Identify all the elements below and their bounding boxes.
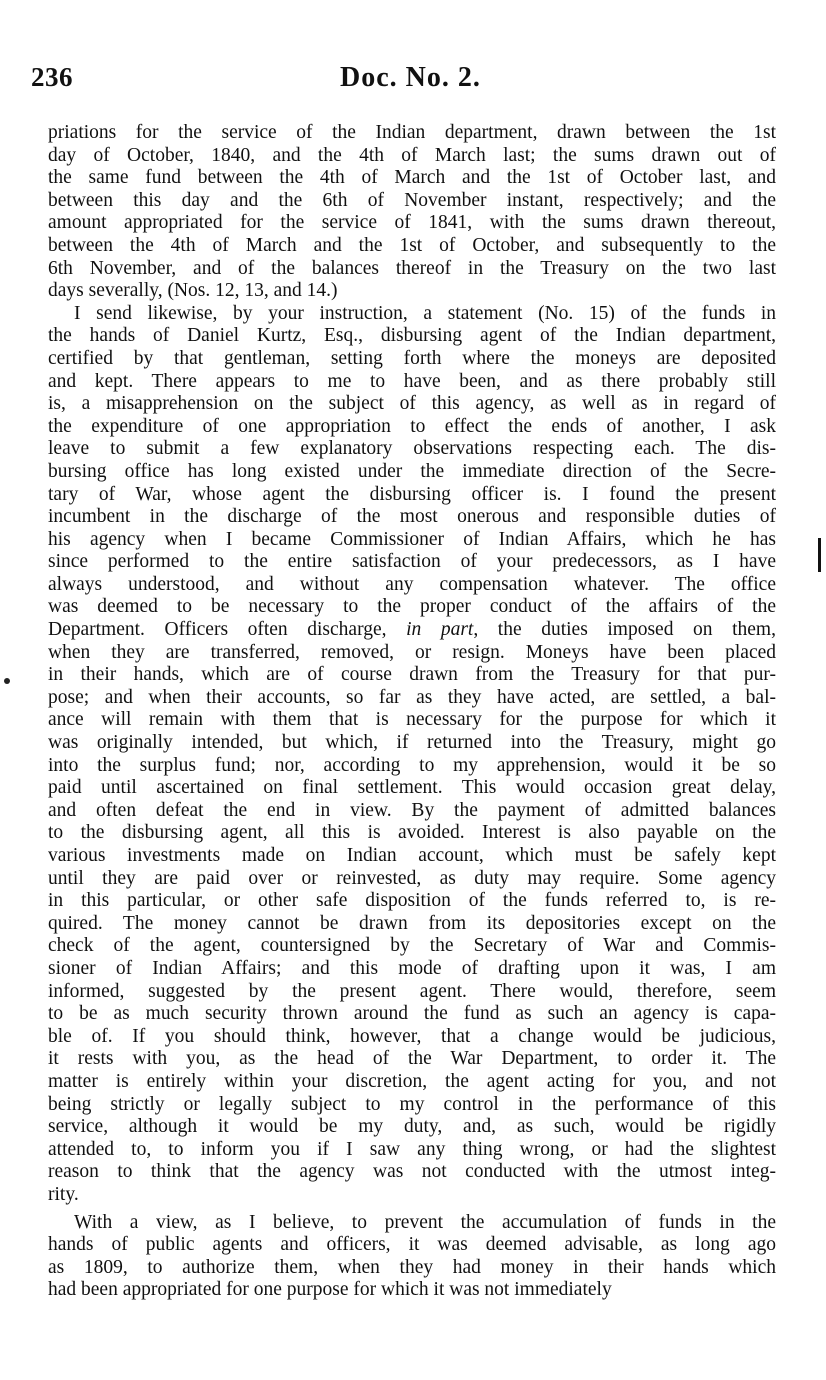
text-line: when they are transferred, removed, or resign. Moneys have been placed [48,641,776,663]
text-line: various investments made on Indian account, which must be safely kept [48,845,776,866]
paragraph [48,1212,776,1302]
text-line: the expenditure of one appropriation to effect the ends of another, I ask [48,415,776,437]
text-line: is, a misapprehension on the subject of this agency, as well as in regard of [48,393,776,415]
text-line: the hands of Daniel Kurtz, Esq., disbursing agent of the Indian department, [48,325,776,347]
text-line: amount appropriated for the service of 1841, with the sums drawn thereout, [48,212,776,234]
emphasis: in part [406,619,474,641]
text-line: Department. Officers often discharge, in part, the duties imposed on them, [48,619,776,641]
text-line: sioner of Indian Affairs; and this mode of drafting upon it was, I am [48,957,776,979]
text-line: hands of public agents and officers, it was deemed advisable, as long ago [48,1234,776,1256]
text-line: check of the agent, countersigned by the Secretary of War and Commis- [48,935,776,957]
text-line: and often defeat the end in view. By the payment of admitted balances [48,799,776,821]
text-line: the same fund between the 4th of March and the 1st of October last, and [48,167,776,189]
text-line: until they are paid over or reinvested, as duty may require. Some agency [48,867,776,889]
text-line: ance will remain with them that is necessary for the purpose for which it [48,709,776,731]
text-line: as 1809, to authorize them, when they had money in their hands which [48,1256,776,1278]
text-line: to the disbursing agent, all this is avoided. Interest is also payable on the [48,822,776,844]
text-line: certified by that gentleman, setting forth where the moneys are deposited [48,347,776,369]
text-line: always understood, and without any compensation whatever. The office [48,573,776,595]
text-line: was originally intended, but which, if returned into the Treasury, might go [48,732,776,754]
text-line: tary of War, whose agent the disbursing officer is. I found the present [48,483,776,505]
text-line: his agency when I became Commissioner of Indian Affairs, which he has [48,528,776,550]
text-line: rity. [48,1183,79,1205]
text-line: in their hands, which are of course drawn from the Treasury for that pur- [48,664,776,686]
body-text [48,122,776,1302]
text-line: ble of. If you should think, however, that a change would be judicious, [48,1025,776,1047]
text-line: priations for the service of the Indian department, drawn between the 1st [48,122,776,143]
text-line: in this particular, or other safe disposition of the funds referred to, is re- [48,890,776,912]
margin-mark [4,678,10,684]
text-line: reason to think that the agency was not conducted with the utmost integ- [48,1161,776,1183]
text-line: day of October, 1840, and the 4th of March last; the sums drawn out of [48,144,776,166]
paragraph [48,303,776,1207]
text-line: was deemed to be necessary to the proper conduct of the affairs of the [48,596,776,618]
text-line: to be as much security thrown around the fund as such an agency is capa- [48,1003,776,1025]
paragraph [48,122,776,303]
text-line: and kept. There appears to me to have been, and as there probably still [48,370,776,392]
text-line: days severally, (Nos. 12, 13, and 14.) [48,280,338,302]
text-line: between the 4th of March and the 1st of October, and subsequently to the [48,234,776,256]
text-line: bursing office has long existed under the immediate direction of the Secre- [48,460,776,482]
text-line: I send likewise, by your instruction, a statement (No. 15) of the funds in [74,302,776,324]
margin-mark [818,538,821,572]
text-line: incumbent in the discharge of the most onerous and responsible duties of [48,506,776,528]
text-line: quired. The money cannot be drawn from its depositories except on the [48,912,776,934]
text-line: into the surplus fund; nor, according to my apprehension, would it be so [48,754,776,776]
text-line: being strictly or legally subject to my control in the performance of this [48,1093,776,1115]
text-line: leave to submit a few explanatory observations respecting each. The dis- [48,438,776,460]
text-line: service, although it would be my duty, and, as such, would be rigidly [48,1116,776,1138]
text-line: attended to, to inform you if I saw any thing wrong, or had the slightest [48,1138,776,1160]
text-line: matter is entirely within your discretion, the agent acting for you, and not [48,1070,776,1092]
text-line: pose; and when their accounts, so far as they have acted, are settled, a bal- [48,686,776,708]
text-line: it rests with you, as the head of the War Department, to order it. The [48,1048,776,1070]
page-header [0,62,826,102]
text-line: since performed to the entire satisfaction of your predecessors, as I have [48,551,776,573]
text-line: With a view, as I believe, to prevent the accumulation of funds in the [74,1211,776,1233]
page-number: 236 [31,62,73,92]
text-line: paid until ascertained on final settlement. This would occasion great delay, [48,777,776,799]
text-line: had been appropriated for one purpose for which it was not immediately [48,1279,612,1301]
text-line: 6th November, and of the balances thereof in the Treasury on the two last [48,257,776,279]
text-line: between this day and the 6th of November instant, respectively; and the [48,189,776,211]
text-line: informed, suggested by the present agent. There would, therefore, seem [48,980,776,1002]
running-head: Doc. No. 2. [340,62,481,93]
